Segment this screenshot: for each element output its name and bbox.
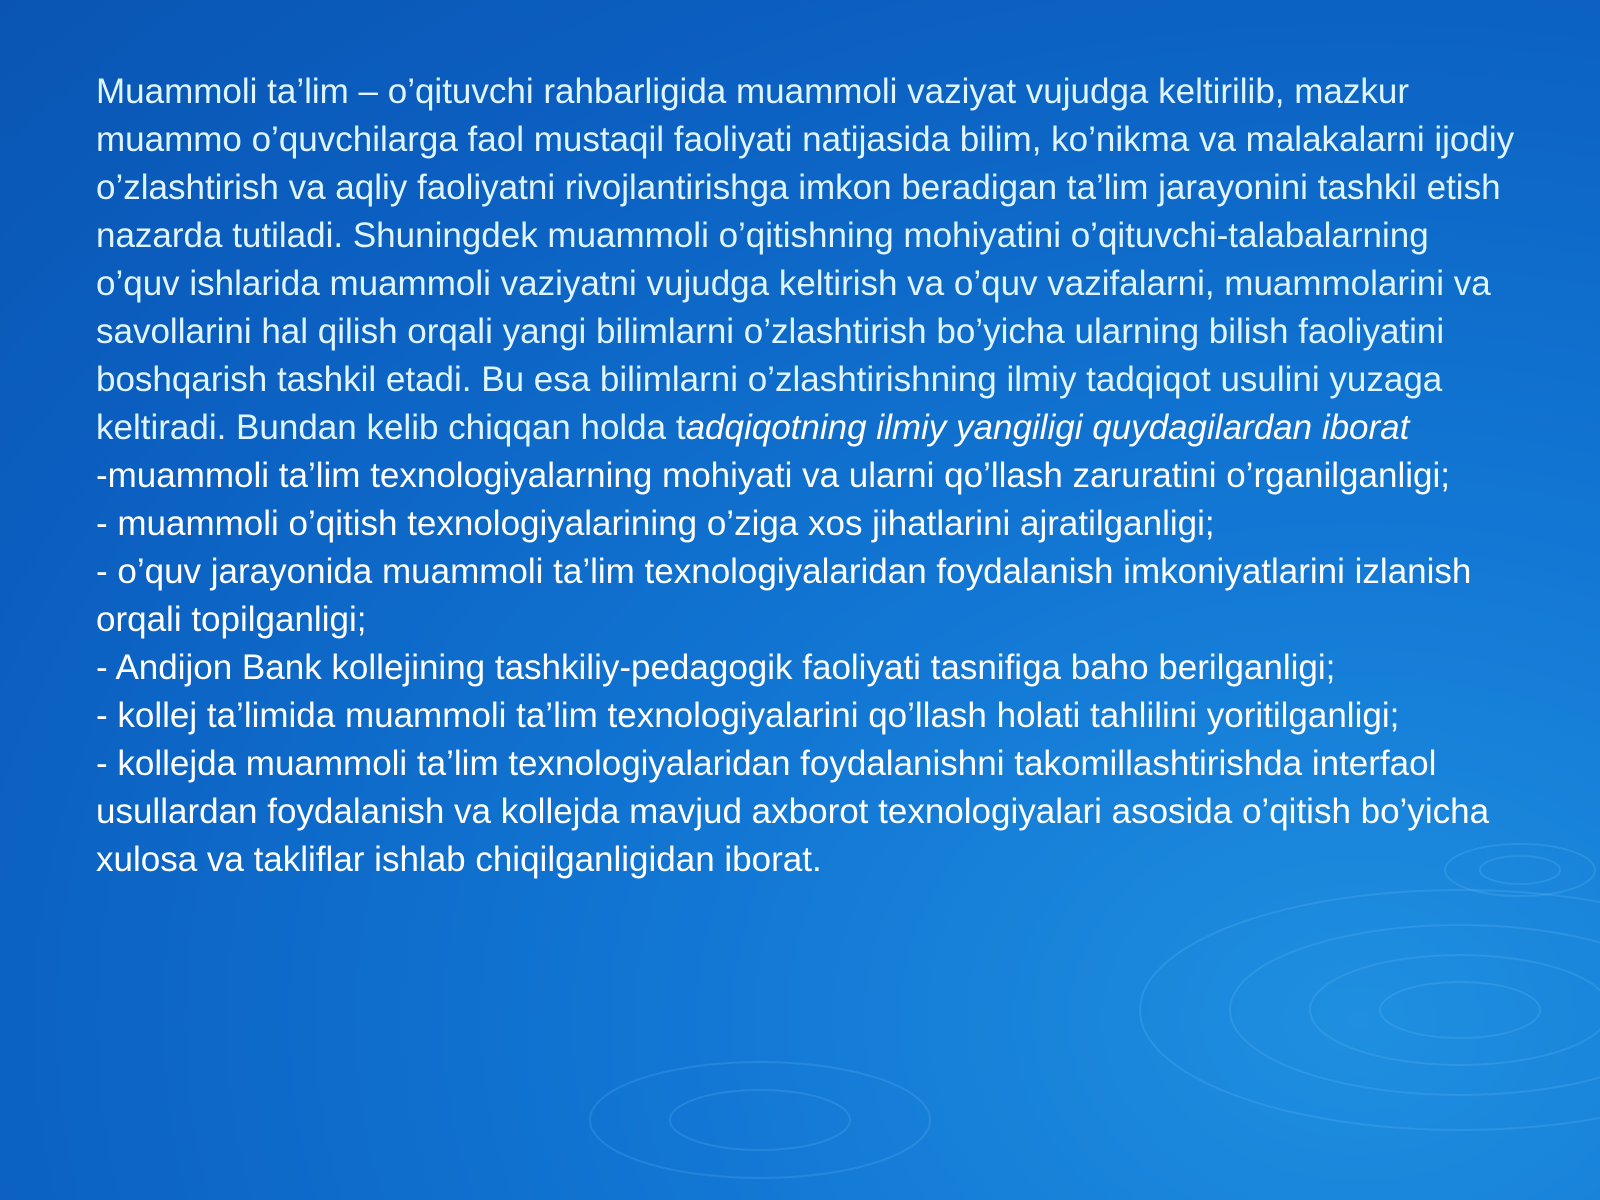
list-item: - kollejda muammoli ta’lim texnologiyalaridan foydalanishni takomillashtirishda interfaol usullardan foydalanish va kollejda mavjud axborot texnologiyalari asosida o’qitish bo’yicha xulosa va takliflar ishlab chiqilganligidan iborat.: [96, 744, 1490, 879]
novelty-list: [96, 452, 1516, 884]
intro-paragraph: [96, 68, 1516, 452]
list-item: - Andijon Bank kollejining tashkiliy-pedagogik faoliyati tasnifiga baho berilganligi;: [96, 648, 1336, 687]
intro-italic-text: adqiqotning ilmiy yangiligi quydagilardan iborat: [685, 408, 1410, 447]
list-item: - muammoli o’qitish texnologiyalarining o’ziga xos jihatlarini ajratilganligi;: [96, 504, 1215, 543]
intro-text: Muammoli ta’lim – o’qituvchi rahbarligida muammoli vaziyat vujudga keltirilib, mazkur muammo o’quvchilarga faol mustaqil faoliyati natijasida bilim, ko’nikma va malakalarni ijodiy o’zlashtirish va aqliy faoliyatni rivojlantirishga imkon beradigan ta’lim jarayonini tashkil etish nazarda tutiladi. Shuningdek muammoli o’qitishning mohiyatini o’qituvchi-talabalarning o’quv ishlarida muammoli vaziyatni vujudga keltirish va o’quv vazifalarni, muammolarini va savollarini hal qilish orqali yangi bilimlarni o’zlashtirish bo’yicha ularning bilish faoliyatini boshqarish tashkil etadi. Bu esa bilimlarni o’zlashtirishning ilmiy tadqiqot usulini yuzaga keltiradi. Bundan kelib chiqqan holda t: [96, 72, 1515, 447]
slide-text-body: [96, 68, 1516, 884]
list-item: - kollej ta’limida muammoli ta’lim texnologiyalarini qo’llash holati tahlilini yoritilganligi;: [96, 696, 1400, 735]
list-item: - o’quv jarayonida muammoli ta’lim texnologiyalaridan foydalanish imkoniyatlarini izlanish orqali topilganligi;: [96, 552, 1472, 639]
list-item: -muammoli ta’lim texnologiyalarning mohiyati va ularni qo’llash zaruratini o’rganilganligi;: [96, 456, 1450, 495]
